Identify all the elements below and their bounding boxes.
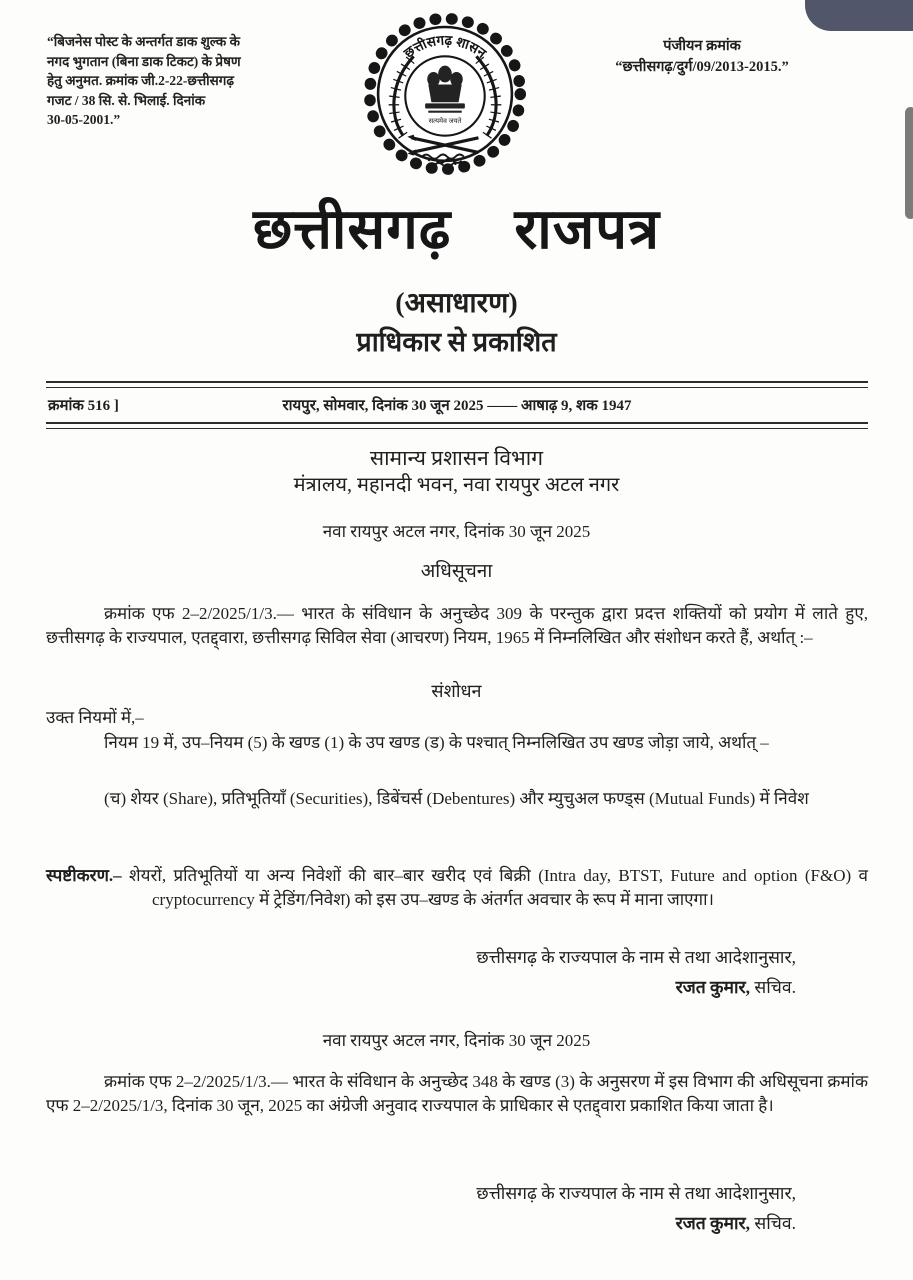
emblem-top-text: छत्तीसगढ़ शासन [401, 32, 489, 61]
double-rule-top [46, 381, 868, 388]
signature-block-1 [316, 942, 796, 1002]
notification-paragraph: क्रमांक एफ 2–2/2025/1/3.— भारत के संविधान के अनुच्छेद 309 के परन्तुक द्वारा प्रदत्त शक्तियों को प्रयोग में लाते हुए, छत्तीसगढ़ के राज्यपाल, एतद्द्वारा, छत्तीसगढ़ सिविल सेवा (आचरण) नियम, 1965 में निम्नलिखित और संशोधन करते हैं, अर्थात् :– [46, 604, 868, 647]
ashoka-lion-capital-icon [425, 66, 465, 113]
double-rule-bottom [46, 422, 868, 429]
explanation-paragraph [46, 864, 868, 912]
place-date-line-1: नवा रायपुर अटल नगर, दिनांक 30 जून 2025 [322, 522, 591, 541]
postal-permission-note [47, 32, 291, 130]
registration-block [572, 36, 832, 78]
rule19-paragraph: नियम 19 में, उप–नियम (5) के खण्ड (1) के उप खण्ड (ड) के पश्चात् निम्नलिखित उप खण्ड जोड़ा जाये, अर्थात् – [104, 733, 769, 752]
signatory-designation: सचिव. [750, 1213, 796, 1233]
issue-serial: क्रमांक 516 ] [48, 398, 119, 414]
signatory-name: रजत कुमार, [675, 977, 751, 997]
place-date-line-2: नवा रायपुर अटल नगर, दिनांक 30 जून 2025 [322, 1031, 591, 1050]
by-order-line: छत्तीसगढ़ के राज्यपाल के नाम से तथा आदेशानुसार, [476, 947, 796, 967]
by-order-line: छत्तीसगढ़ के राज्यपाल के नाम से तथा आदेशानुसार, [476, 1183, 796, 1203]
registration-number: “छत्तीसगढ़/दुर्ग/09/2013-2015.” [615, 59, 789, 75]
gazette-title: छत्तीसगढ़ राजपत्र [252, 199, 661, 261]
notification-heading: अधिसूचना [420, 561, 493, 582]
chhattisgarh-emblem [352, 4, 538, 188]
issue-date-line: रायपुर, सोमवार, दिनांक 30 जून 2025 —— आषाढ़ 9, शक 1947 [282, 398, 632, 414]
explanation-label: स्पष्टीकरण.– [46, 866, 122, 885]
signature-block-2 [316, 1178, 796, 1238]
ministry-address: मंत्रालय, महानदी भवन, नवा रायपुर अटल नगर [293, 474, 620, 496]
registration-label: पंजीयन क्रमांक [663, 38, 741, 54]
department-name: सामान्य प्रशासन विभाग [369, 446, 544, 470]
app-corner-overlay [805, 0, 913, 31]
postal-note-line: “बिजनेस पोस्ट के अन्तर्गत डाक शुल्क के [47, 34, 240, 49]
postal-note-line: गजट / 38 सि. से. भिलाई. दिनांक [47, 92, 206, 108]
emblem-motto: सत्यमेव जयते [428, 118, 462, 126]
gazette-subtitle: (असाधारण) [395, 288, 518, 319]
signatory-designation: सचिव. [750, 977, 796, 997]
authority-line: प्राधिकार से प्रकाशित [356, 327, 557, 357]
signatory-name: रजत कुमार, [675, 1213, 751, 1233]
state-emblem-icon [352, 4, 538, 188]
issue-bar [46, 381, 868, 429]
in-rules-line: उक्त नियमों में,– [46, 708, 144, 727]
postal-note-line: 30-05-2001.” [47, 112, 121, 127]
postal-note-line: नगद भुगतान (बिना डाक टिकट) के प्रेषण [47, 53, 241, 69]
postal-note-line: हेतु अनुमत. क्रमांक जी.2-22-छत्तीसगढ़ [47, 73, 234, 88]
amendment-heading: संशोधन [431, 681, 482, 701]
translation-paragraph: क्रमांक एफ 2–2/2025/1/3.— भारत के संविधान के अनुच्छेद 348 के खण्ड (3) के अनुसरण में इस विभाग की अधिसूचना क्रमांक एफ 2–2/2025/1/3, दिनांक 30 जून, 2025 का अंग्रेजी अनुवाद राज्यपाल के प्राधिकार से एतद्द्वारा प्रकाशित किया जाता है। [46, 1072, 868, 1115]
subclause-paragraph: (च) शेयर (Share), प्रतिभूतियाँ (Securities), डिबेंचर्स (Debentures) और म्युचुअल फण्ड्स (Mutual Funds) में निवेश [104, 789, 809, 808]
explanation-text: शेयरों, प्रतिभूतियों या अन्य निवेशों की बार–बार खरीद एवं बिक्री (Intra day, BTST, Future and option (F&O) व cryptocurrency में ट्रेडिंग/निवेश) को इस उप–खण्ड के अंतर्गत अवचार के रूप में माना जाएगा। [121, 866, 868, 909]
